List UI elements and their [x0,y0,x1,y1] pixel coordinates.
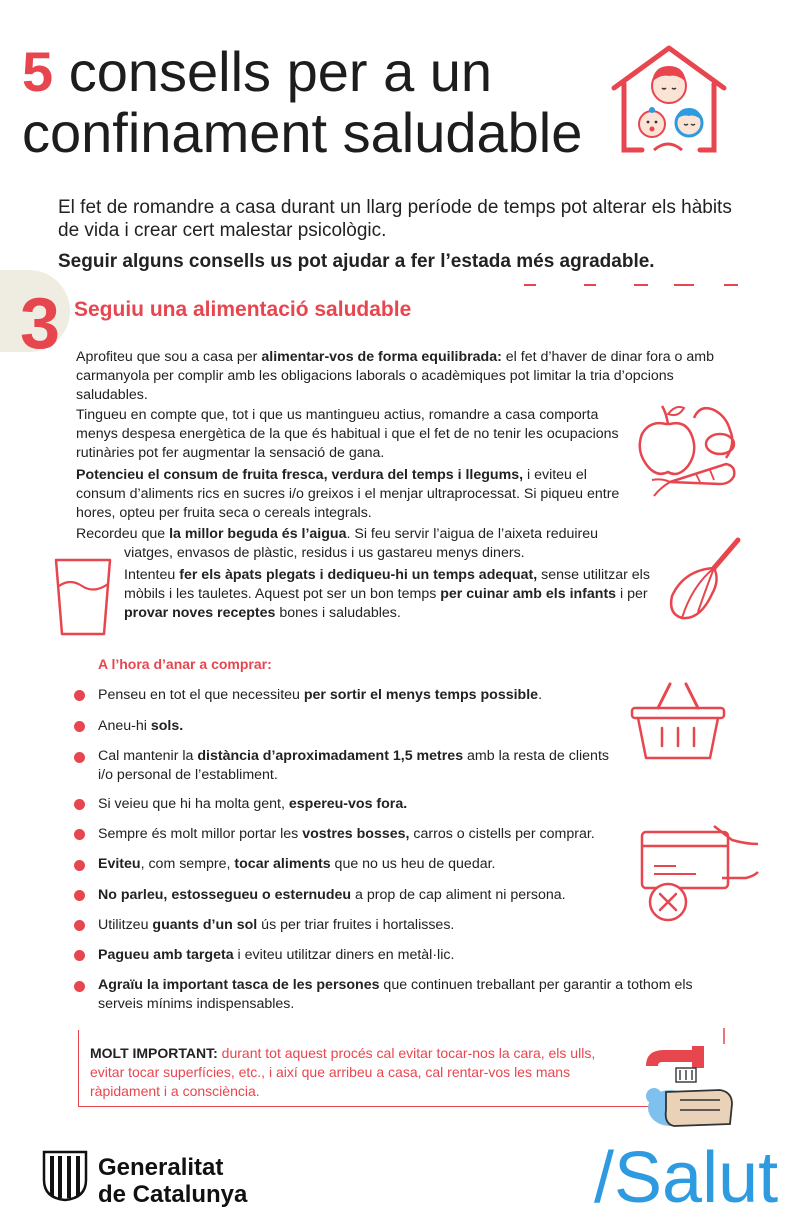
intro-highlight: Seguir alguns consells us pot ajudar a fer l’estada més agradable. [58,251,655,272]
paragraph-5: Intenteu fer els àpats plegats i dediqueu-hi un temps adequat, sense utilitzar els mòbils i les tauletes. Aquest pot ser un bon temps per cuinar amb els infants i per provar noves receptes bones i saludables. [124,567,650,621]
shopping-item: Eviteu, com sempre, tocar aliments que no us heu de quedar. [98,856,496,872]
shopping-item: No parleu, estossegueu o esternudeu a prop de cap aliment ni persona. [98,887,566,903]
card-payment-icon [636,822,766,924]
shopping-heading: A l’hora d’anar a comprar: [98,656,272,672]
family-house-icon [608,44,730,156]
paragraph-4-cont: viatges, envasos de plàstic, residus i us gastareu menys diners. [124,545,525,561]
important-text: MOLT IMPORTANT: durant tot aquest procés cal evitar tocar-nos la cara, els ulls, evitar tocar superfícies, etc., i així que arribeu a casa, cal rentar-vos les mans ràpidament i a consciència. [90,1045,596,1099]
shopping-basket-icon [628,678,728,764]
generalitat-logo-icon [42,1150,88,1202]
shopping-item: Penseu en tot el que necessiteu per sortir el menys temps possible. [98,687,543,703]
shopping-item: Pagueu amb targeta i eviteu utilitzar diners en metàl·lic. [98,947,455,963]
bullet-dot [74,752,85,763]
generalitat-line-2: de Catalunya [98,1181,248,1208]
decorative-dots [524,282,744,288]
title-line1-text: consells per a un [53,40,493,103]
paragraph-2: Tingueu en compte que, tot i que us mantingueu actius, romandre a casa comporta menys despesa energètica de la que és habitual i que el fet de no tenir les ocupacions rutinàries pot fer augmentar la sensació de gana. [76,407,619,461]
generalitat-wordmark [98,1154,247,1208]
shopping-item: Sempre és molt millor portar les vostres bosses, carros o cistells per comprar. [98,826,595,842]
bullet-dot [74,721,85,732]
shopping-item: Cal mantenir la distància d’aproximadament 1,5 metres amb la resta de clients i/o personal de l’establiment. [98,748,609,783]
bullet-dot [74,920,85,931]
bullet-dot [74,890,85,901]
generalitat-line-1: Generalitat [98,1154,224,1181]
salut-wordmark: /Salut [594,1138,779,1218]
bullet-dot [74,860,85,871]
intro-paragraph: El fet de romandre a casa durant un llarg període de temps pot alterar els hàbits de vida i crear cert malestar psicològic. [58,197,732,241]
shopping-item: Si veieu que hi ha molta gent, espereu-vos fora. [98,796,408,812]
shopping-item: Aneu-hi sols. [98,718,184,734]
hand-washing-icon [640,1040,740,1132]
bullet-dot [74,981,85,992]
shopping-item: Utilitzeu guants d’un sol ús per triar fruites i hortalisses. [98,917,455,933]
bullet-dot [74,690,85,701]
section-title: Seguiu una alimentació saludable [74,298,412,321]
bullet-dot [74,950,85,961]
paragraph-3: Potencieu el consum de fruita fresca, verdura del temps i llegums, i eviteu el consum d’aliments rics en sucres i/o greixos i el menjar ultraprocessat. Si piqueu entre hores, opteu per fruita seca o cereals integrals. [76,467,620,521]
section-number: 3 [20,284,61,364]
title-line-2: confinament saludable [22,101,583,164]
bullet-dot [74,829,85,840]
paragraph-1: Aprofiteu que sou a casa per alimentar-vos de forma equilibrada: el fet d’haver de dinar fora o amb carmanyola per complir amb les obligacions laborals o acadèmiques pot limitar la tria d’opcions saludables. [76,349,714,403]
fruit-vegetables-icon [636,400,742,498]
title-line-1 [22,42,492,102]
water-glass-icon [50,556,116,638]
title-number: 5 [22,40,54,103]
shopping-item: Agraïu la important tasca de les persones que continuen treballant per garantir a tothom els serveis mínims indispensables. [98,977,693,1012]
bullet-dot [74,799,85,810]
whisk-icon [664,530,748,626]
paragraph-4: Recordeu que la millor beguda és l’aigua. Si feu servir l’aigua de l’aixeta reduireu [76,526,599,542]
